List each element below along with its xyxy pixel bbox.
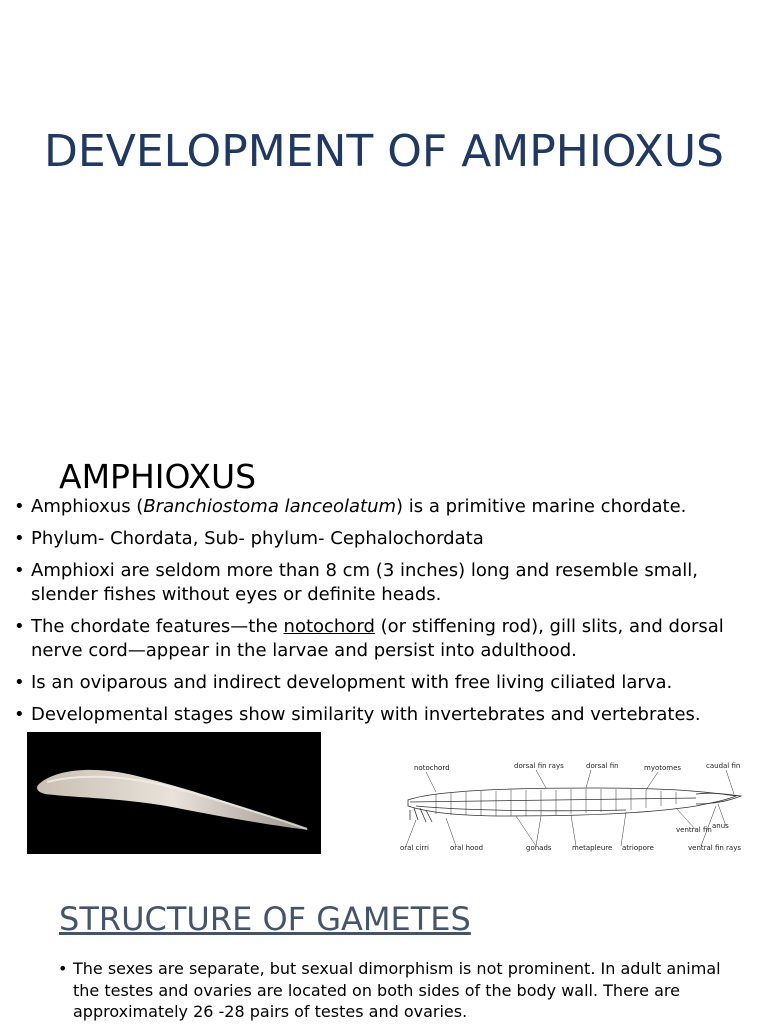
label-gonads: gonads bbox=[526, 844, 552, 852]
bullet-item: • The sexes are separate, but sexual dimorphism is not prominent. In adult animal the testes and ovaries are located on both sides of the body wall. There are approximately 26 -28 pairs of testes and ovaries. bbox=[58, 958, 748, 1023]
label-oral-cirri: oral cirri bbox=[400, 844, 429, 852]
title-slide bbox=[0, 0, 768, 440]
label-dorsal-fin: dorsal fin bbox=[586, 762, 619, 770]
bullet-text: ) is a primitive marine chordate. bbox=[396, 496, 687, 517]
label-caudal-fin: caudal fin bbox=[706, 762, 741, 770]
bullet-text: The chordate features—the bbox=[31, 616, 284, 637]
bullet-item: • Phylum- Chordata, Sub- phylum- Cephalochordata bbox=[14, 527, 759, 551]
amphioxus-photo bbox=[27, 732, 321, 854]
bullet-item: • Is an oviparous and indirect development with free living ciliated larva. bbox=[14, 671, 759, 695]
label-notochord: notochord bbox=[414, 764, 450, 772]
bullet-text: (or stiffening rod), gill slits, and dorsal nerve cord—appear in the larvae and persist into adulthood. bbox=[31, 616, 724, 661]
bullet-item: • Amphioxi are seldom more than 8 cm (3 inches) long and resemble small, slender fishes without eyes or definite heads. bbox=[14, 559, 759, 607]
bullet-item bbox=[14, 615, 759, 663]
bullet-text: Amphioxus ( bbox=[31, 496, 144, 517]
label-anus: anus bbox=[712, 822, 729, 830]
section-heading-gametes: STRUCTURE OF GAMETES bbox=[59, 900, 471, 938]
bullet-item bbox=[14, 495, 759, 519]
label-dorsal-fin-rays: dorsal fin rays bbox=[514, 762, 564, 770]
label-myotomes: myotomes bbox=[644, 764, 682, 772]
label-ventral-fin: ventral fin bbox=[676, 826, 712, 834]
section-heading-amphioxus: AMPHIOXUS bbox=[59, 457, 257, 496]
label-ventral-fin-rays: ventral fin rays bbox=[688, 844, 741, 852]
label-metapleure: metapleure bbox=[572, 844, 613, 852]
amphioxus-bullet-list bbox=[14, 495, 759, 735]
bullet-item: • Developmental stages show similarity with invertebrates and vertebrates. bbox=[14, 703, 759, 727]
notochord-term: notochord bbox=[283, 616, 375, 637]
label-oral-hood: oral hood bbox=[450, 844, 484, 852]
anatomy-diagram-svg bbox=[396, 758, 768, 858]
scientific-name: Branchiostoma lanceolatum bbox=[143, 496, 397, 517]
label-atriopore: atriopore bbox=[622, 844, 654, 852]
gametes-bullet-list bbox=[58, 958, 748, 1023]
slide-title: DEVELOPMENT OF AMPHIOXUS bbox=[44, 126, 724, 177]
amphioxus-photo-image bbox=[27, 732, 321, 854]
amphioxus-anatomy-diagram bbox=[396, 758, 768, 858]
